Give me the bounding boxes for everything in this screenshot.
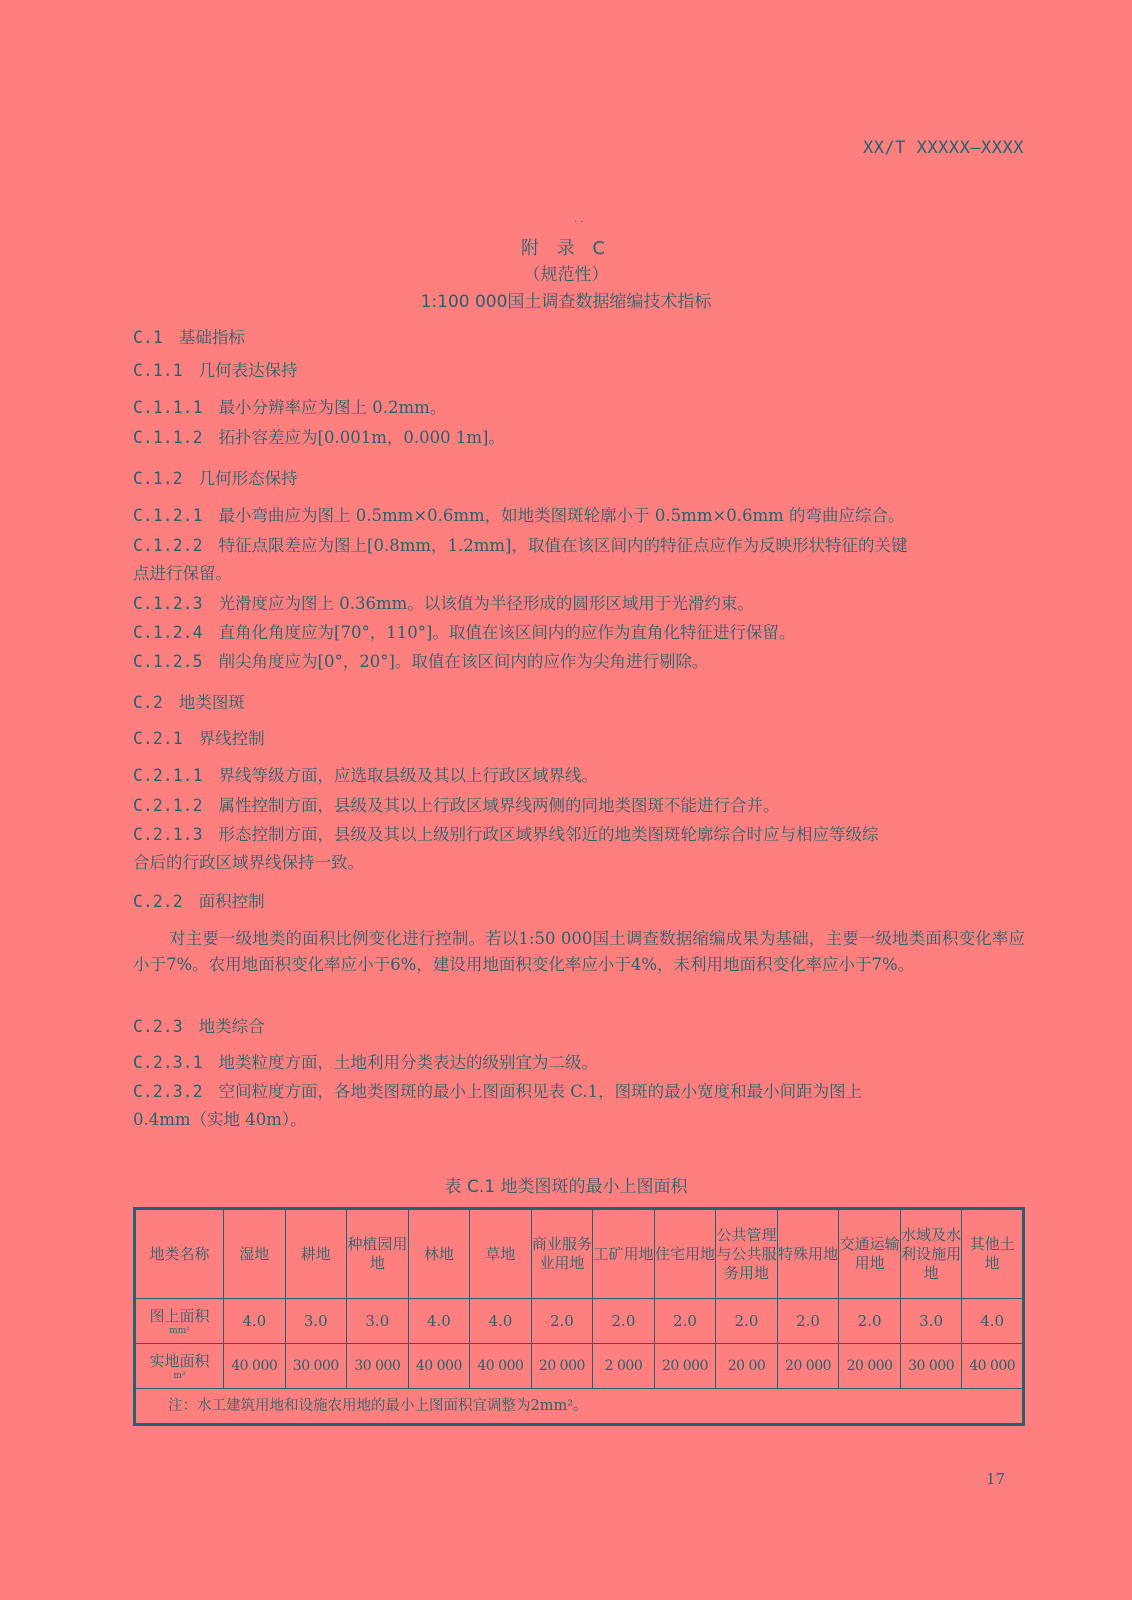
section-heading-c1: C.1 基础指标 <box>133 328 245 347</box>
clause-c1-2-4: C.1.2.4 直角化角度应为[70°，110°]。取值在该区间内的应作为直角化特征进行保留。 <box>133 623 796 642</box>
table-cell: 40 000 <box>408 1344 470 1389</box>
min-area-table <box>133 1207 1025 1426</box>
section-heading-c2-2: C.2.2 面积控制 <box>133 892 265 911</box>
appendix-type: （规范性） <box>523 265 609 285</box>
table-cell: 2.0 <box>593 1299 655 1344</box>
table-cell: 3.0 <box>900 1299 962 1344</box>
section-heading-c1-1: C.1.1 几何表达保持 <box>133 361 298 380</box>
area-control-paragraph: 对主要一级地类的面积比例变化进行控制。若以1:50 000国土调查数据缩编成果为基础，主要一级地类面积变化率应小于7%。农用地面积变化率应小于6%，建设用地面积变化率应小于4%，未利用地面积变化率应小于7%。 <box>133 929 1025 974</box>
clause-c2-3-2-continued: 0.4mm（实地 40m）。 <box>133 1110 307 1129</box>
clause-c1-2-2: C.1.2.2 特征点限差应为图上[0.8mm，1.2mm]，取值在该区间内的特征点应作为反映形状特征的关键 <box>133 536 908 555</box>
row-label-map-area: 图上面积 mm² <box>135 1299 224 1344</box>
page-number: 17 <box>986 1470 1006 1488</box>
column-header: 种植园用地 <box>347 1209 409 1299</box>
table-cell: 30 000 <box>285 1344 347 1389</box>
column-header: 交通运输用地 <box>839 1209 901 1299</box>
table-cell: 20 000 <box>839 1344 901 1389</box>
appendix-subtitle: 1:100 000国土调查数据缩编技术指标 <box>420 292 712 312</box>
clause-c1-2-1: C.1.2.1 最小弯曲应为图上 0.5mm×0.6mm，如地类图斑轮廓小于 0.5mm×0.6mm 的弯曲应综合。 <box>133 506 905 525</box>
table-header-label: 地类名称 <box>135 1209 224 1299</box>
table-note: 注：水工建筑用地和设施农用地的最小上图面积宜调整为2mm²。 <box>135 1389 1024 1425</box>
decorative-dots: . . <box>574 214 584 225</box>
table-cell: 4.0 <box>408 1299 470 1344</box>
section-heading-c1-2: C.1.2 几何形态保持 <box>133 469 298 488</box>
section-heading-c2-3: C.2.3 地类综合 <box>133 1017 265 1036</box>
table-cell: 2.0 <box>531 1299 593 1344</box>
table-cell: 4.0 <box>470 1299 532 1344</box>
table-cell: 2 000 <box>593 1344 655 1389</box>
column-header: 公共管理与公共服务用地 <box>716 1209 778 1299</box>
clause-c1-2-2-continued: 点进行保留。 <box>133 564 232 583</box>
section-heading-c2-1: C.2.1 界线控制 <box>133 729 265 748</box>
table-cell: 30 000 <box>347 1344 409 1389</box>
table-cell: 3.0 <box>285 1299 347 1344</box>
column-header: 水域及水利设施用地 <box>900 1209 962 1299</box>
clause-c2-3-2: C.2.3.2 空间粒度方面，各地类图斑的最小上图面积见表 C.1，图斑的最小宽度和最小间距为图上 <box>133 1082 863 1101</box>
table-cell: 2.0 <box>777 1299 839 1344</box>
table-cell: 4.0 <box>224 1299 286 1344</box>
table-caption: 表 C.1 地类图斑的最小上图面积 <box>444 1177 688 1197</box>
column-header: 耕地 <box>285 1209 347 1299</box>
appendix-heading <box>0 236 1132 316</box>
column-header: 湿地 <box>224 1209 286 1299</box>
column-header: 草地 <box>470 1209 532 1299</box>
clause-c1-1-1: C.1.1.1 最小分辨率应为图上 0.2mm。 <box>133 398 447 417</box>
clause-c2-1-2: C.2.1.2 属性控制方面，县级及其以上行政区域界线两侧的同地类图斑不能进行合并。 <box>133 796 780 815</box>
table-cell: 3.0 <box>347 1299 409 1344</box>
table-note-row <box>135 1389 1024 1425</box>
table-row-ground-area <box>135 1344 1024 1389</box>
clause-c1-1-2: C.1.1.2 拓扑容差应为[0.001m，0.000 1m]。 <box>133 428 505 447</box>
clause-c2-1-3-continued: 合后的行政区域界线保持一致。 <box>133 853 364 872</box>
table-cell: 40 000 <box>962 1344 1024 1389</box>
column-header: 其他土地 <box>962 1209 1024 1299</box>
table-cell: 2.0 <box>716 1299 778 1344</box>
section-heading-c2: C.2 地类图斑 <box>133 693 245 712</box>
table-cell: 20 000 <box>654 1344 716 1389</box>
column-header: 工矿用地 <box>593 1209 655 1299</box>
column-header: 住宅用地 <box>654 1209 716 1299</box>
column-header: 特殊用地 <box>777 1209 839 1299</box>
table-cell: 20 000 <box>777 1344 839 1389</box>
table-header-row <box>135 1209 1024 1299</box>
standard-code: XX/T XXXXX—XXXX <box>862 138 1024 158</box>
clause-c2-3-1: C.2.3.1 地类粒度方面，土地利用分类表达的级别宜为二级。 <box>133 1053 599 1072</box>
table-cell: 40 000 <box>224 1344 286 1389</box>
row-label-ground-area: 实地面积 m² <box>135 1344 224 1389</box>
table-row-map-area <box>135 1299 1024 1344</box>
table-cell: 40 000 <box>470 1344 532 1389</box>
table-cell: 2.0 <box>839 1299 901 1344</box>
clause-c2-1-1: C.2.1.1 界线等级方面，应选取县级及其以上行政区域界线。 <box>133 766 599 785</box>
clause-c1-2-3: C.1.2.3 光滑度应为图上 0.36mm。以该值为半径形成的圆形区域用于光滑约束。 <box>133 594 754 613</box>
column-header: 林地 <box>408 1209 470 1299</box>
appendix-title: 附 录 C <box>520 238 611 259</box>
column-header: 商业服务业用地 <box>531 1209 593 1299</box>
clause-c2-1-3: C.2.1.3 形态控制方面，县级及其以上级别行政区域界线邻近的地类图斑轮廓综合时应与相应等级综 <box>133 825 879 844</box>
table-cell: 30 000 <box>900 1344 962 1389</box>
table-cell: 20 00 <box>716 1344 778 1389</box>
table-cell: 20 000 <box>531 1344 593 1389</box>
table-cell: 2.0 <box>654 1299 716 1344</box>
table-cell: 4.0 <box>962 1299 1024 1344</box>
clause-c1-2-5: C.1.2.5 削尖角度应为[0°，20°]。取值在该区间内的应作为尖角进行剔除。 <box>133 652 709 671</box>
